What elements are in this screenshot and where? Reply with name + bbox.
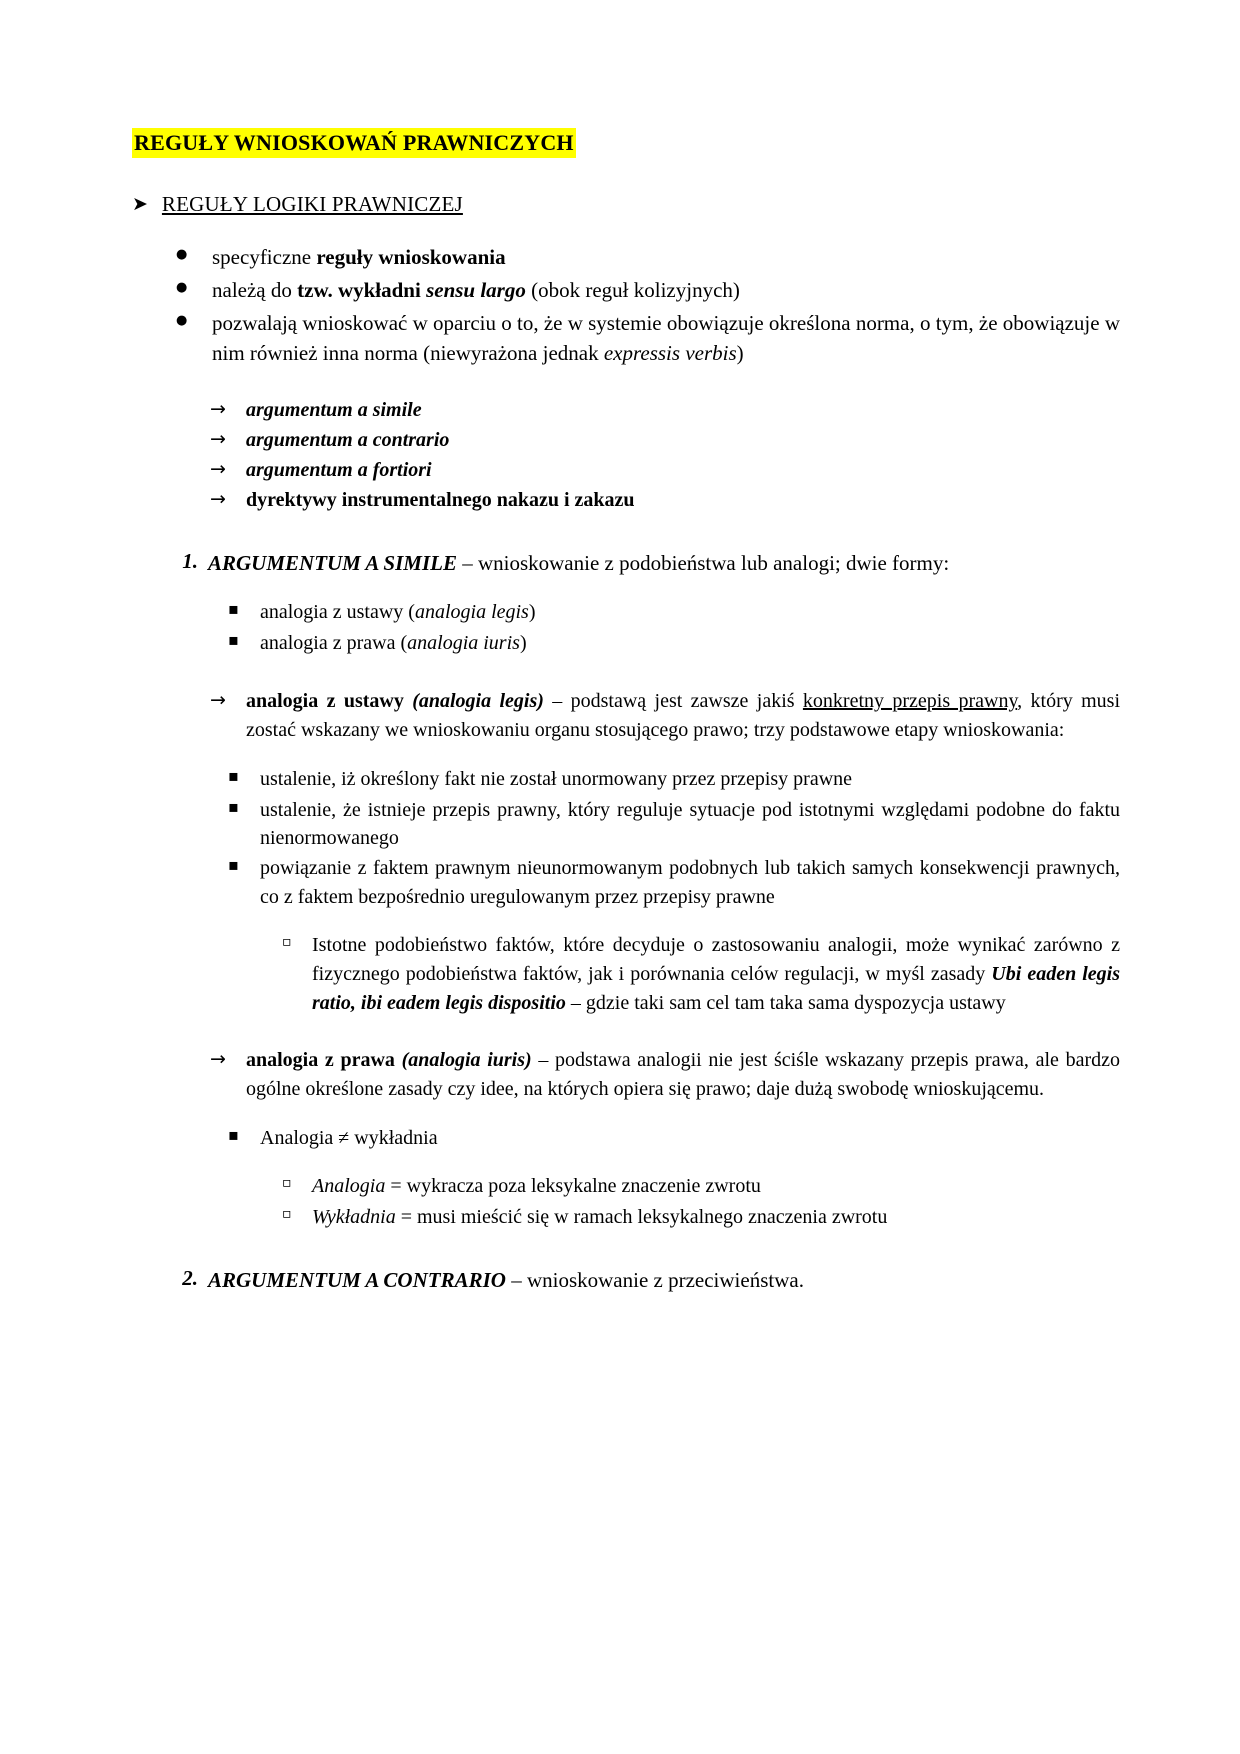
list-item — [280, 1203, 1120, 1232]
list-item: ● należą do tzw. wykładni sensu largo (obok reguł kolizyjnych) — [176, 276, 1120, 306]
analogia-legis-note — [132, 931, 1120, 1018]
list-item: ▪ powiązanie z faktem prawnym nieunormowanym podobnych lub takich samych konsekwencji prawnych, co z faktem bezpośrednio uregulowanym przez przepisy prawne — [228, 854, 1120, 911]
note-part-1: Istotne podobieństwo faktów, które decyduje o zastosowaniu analogii, może wynikać zarówno z fizycznego podobieństwa faktów, jak i porównania celów regulacji, w myśl zasady — [312, 934, 1120, 986]
analogia-iuris-lead: analogia z prawa — [246, 1049, 395, 1072]
item-heading-rest: – wnioskowanie z przeciwieństwa. — [505, 1268, 804, 1293]
compare-term: Analogia — [312, 1175, 386, 1198]
list-item: → argumentum a simile — [210, 395, 1120, 425]
analogia-legis-lead: analogia z ustawy — [246, 690, 404, 713]
numbered-item-1 — [132, 549, 1120, 579]
list-item: ▪ ustalenie, że istnieje przepis prawny, który reguluje sytuacje pod istotnymi względami podobne do faktu nienormowanego — [228, 796, 1120, 853]
analogia-legis-tail: , który musi zostać wskazany we wnioskowaniu organu stosującego prawo; trzy podstawowe etapy wnioskowania: — [246, 690, 1121, 742]
analogia-legis-steps — [132, 765, 1120, 911]
list-item: → argumentum a fortiori — [210, 455, 1120, 485]
page-title: REGUŁY WNIOSKOWAŃ PRAWNICZYCH — [132, 128, 576, 158]
item-number: 1. — [182, 548, 198, 573]
section1-bullet-list — [132, 243, 1120, 368]
analogia-vs-wykladnia-list — [132, 1172, 1120, 1232]
item-heading-rest: – wnioskowanie z podobieństwa lub analogi; dwie formy: — [456, 550, 950, 575]
analogia-legis-underlined: konkretny przepis prawny — [802, 690, 1018, 713]
section-heading-legal-logic — [132, 192, 1120, 217]
list-item — [280, 931, 1120, 1018]
item-body — [208, 549, 1120, 579]
analogia-iuris-tail: – podstawa analogii nie jest ściśle wskazany przepis prawa, ale bardzo ogólne określone zasady czy idee, na których opiera się prawo; daje dużą swobodę wnioskującemu. — [246, 1049, 1121, 1101]
analogia-legis-dash: – podstawą jest zawsze jakiś — [543, 690, 803, 713]
analogia-vs-wykladnia-header — [132, 1124, 1120, 1152]
list-item — [280, 1172, 1120, 1201]
list-item: ▪ Analogia ≠ wykładnia — [228, 1124, 1120, 1152]
list-item: ▪ analogia z ustawy (analogia legis) — [228, 598, 1120, 626]
page-title-wrapper — [132, 128, 1120, 158]
item-number: 2. — [182, 1266, 198, 1291]
item-body — [208, 1266, 1120, 1296]
analogia-iuris-paragraph — [132, 1046, 1120, 1104]
numbered-item-2 — [132, 1266, 1120, 1296]
list-item: ▪ ustalenie, iż określony fakt nie został unormowany przez przepisy prawne — [228, 765, 1120, 793]
simile-forms-list — [132, 598, 1120, 657]
note-part-2: – gdzie taki sam cel tam taka sama dyspozycja ustawy — [565, 992, 1006, 1015]
latin-maxim: Ubi eaden legis ratio, ibi eadem legis dispositio — [312, 963, 1120, 1015]
section-heading-label: REGUŁY LOGIKI PRAWNICZEJ — [161, 192, 463, 217]
compare-rest: = musi mieścić się w ramach leksykalnego znaczenia zwrotu — [395, 1206, 888, 1229]
arrowhead-icon: ➤ — [132, 193, 148, 216]
analogia-legis-paragraph — [132, 687, 1120, 745]
list-item: → dyrektywy instrumentalnego nakazu i zakazu — [210, 485, 1120, 515]
item-heading: ARGUMENTUM A CONTRARIO — [208, 1268, 506, 1293]
list-item: → argumentum a contrario — [210, 425, 1120, 455]
item-heading: ARGUMENTUM A SIMILE — [208, 550, 457, 575]
list-item: ▪ analogia z prawa (analogia iuris) — [228, 629, 1120, 657]
compare-rest: = wykracza poza leksykalne znaczenie zwrotu — [385, 1175, 761, 1198]
compare-term: Wykładnia — [312, 1206, 396, 1229]
argument-types-list — [132, 395, 1120, 515]
analogia-legis-lead-italic: (analogia legis) — [403, 690, 544, 713]
list-item: ● pozwalają wnioskować w oparciu o to, że w systemie obowiązuje określona norma, o tym, że obowiązuje w nim również inna norma (niewyrażona jednak expressis verbis) — [176, 309, 1120, 369]
list-item: ● specyficzne reguły wnioskowania — [176, 243, 1120, 273]
analogia-iuris-lead-italic: (analogia iuris) — [394, 1049, 532, 1072]
